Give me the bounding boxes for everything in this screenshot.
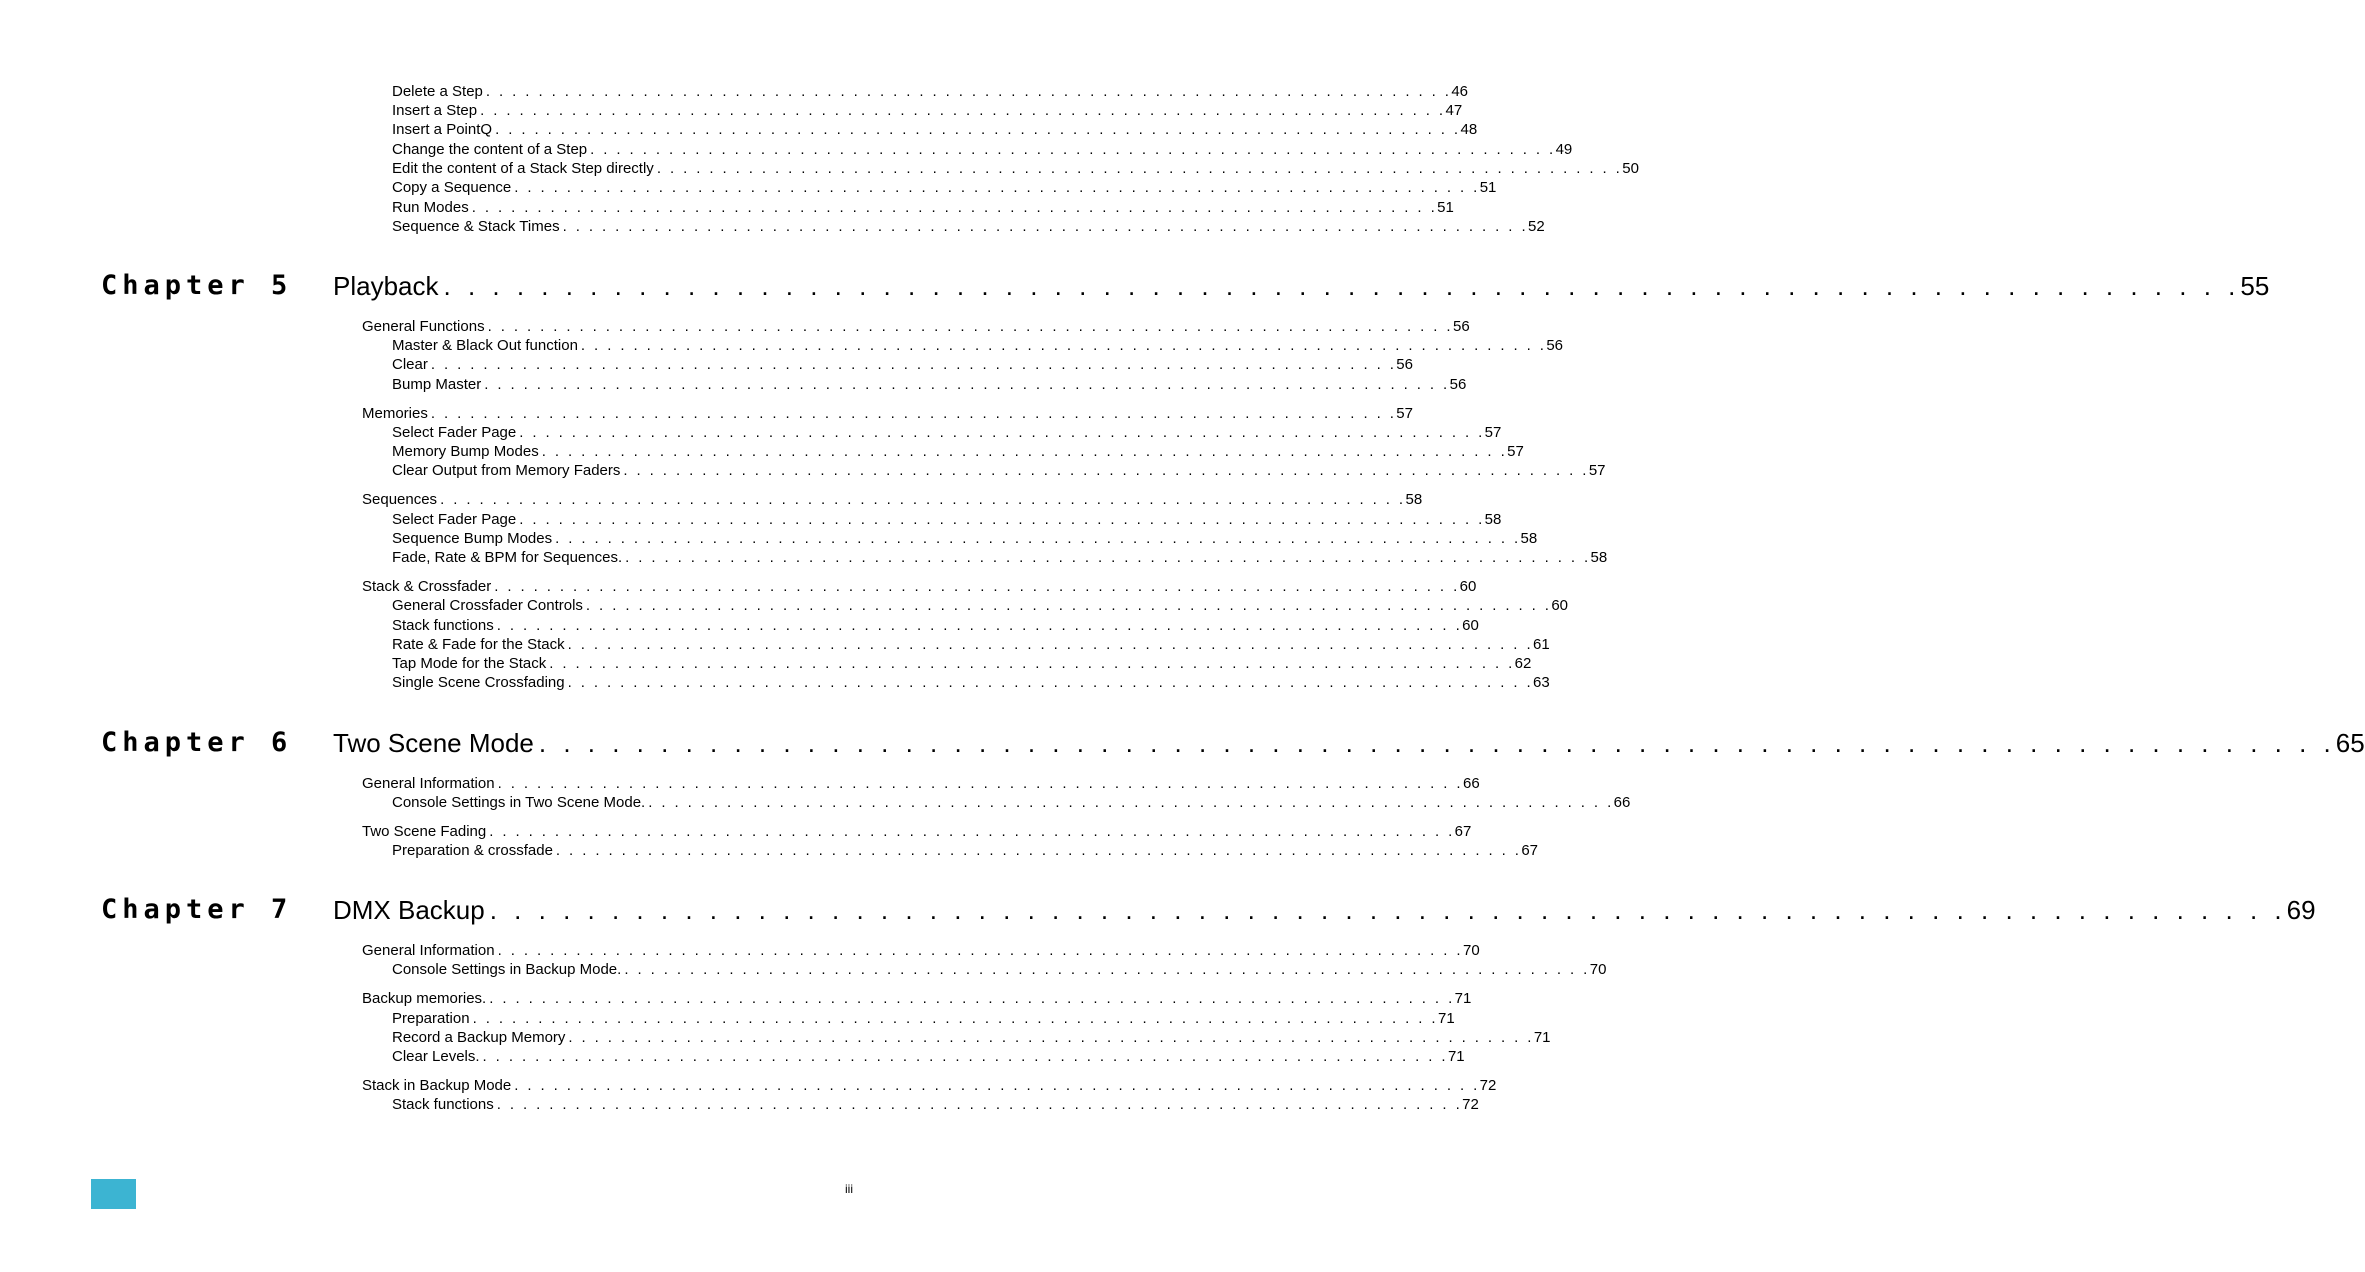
- entry-title: Clear: [392, 356, 428, 373]
- entry-page: 56: [1453, 318, 1470, 335]
- entry-page: 71: [1454, 990, 1472, 1007]
- chapter-title-link[interactable]: [333, 726, 2365, 760]
- entry-title: Master & Black Out function: [392, 337, 578, 354]
- toc-entry[interactable]: [392, 960, 1607, 979]
- entry-page: 57: [1484, 424, 1502, 441]
- toc-entry[interactable]: [362, 941, 1480, 960]
- dot-leader: . . . . . . . . . . . . . . . . . . . . . . . . . . . . . . . . . . . . . . . . . . . . . . . . . . . . . . . . . . . . . . . . . . . . . . . . . .: [494, 578, 1460, 595]
- chapter-title: Two Scene Mode: [333, 728, 534, 758]
- dot-leader: . . . . . . . . . . . . . . . . . . . . . . . . . . . . . . . . . . . . . . . . . . . . . . . . . . . . . . . . . . . . . . . . . . . . . . . . . .: [496, 617, 1463, 634]
- page-number: iii: [845, 1182, 853, 1196]
- entry-page: 60: [1462, 617, 1479, 634]
- dot-leader: . . . . . . . . . . . . . . . . . . . . . . . . . . . . . . . . . . . . . . . . . . . . . . . . . . . . . . . . . . . . . . . . . . . . . . . . . .: [440, 491, 1406, 508]
- entry-title: Sequence & Stack Times: [392, 218, 560, 235]
- entry-title: Fade, Rate & BPM for Sequences.: [392, 549, 623, 566]
- entry-page: 57: [1507, 443, 1524, 460]
- toc-entry[interactable]: [392, 529, 1538, 548]
- dot-leader: . . . . . . . . . . . . . . . . . . . . . . . . . . . . . . . . . . . . . . . . . . . . . . . . . . . . . . . . . . . . . . . . . . . . . . . . . .: [585, 597, 1552, 614]
- dot-leader: . . . . . . . . . . . . . . . . . . . . . . . . . . . . . . . . . . . . . . . . . . . . . . . . . . . . . . . . . . . . . . . . . . . . . . . . . .: [489, 895, 2287, 925]
- dot-leader: . . . . . . . . . . . . . . . . . . . . . . . . . . . . . . . . . . . . . . . . . . . . . . . . . . . . . . . . . . . . . . . . . . . . . . . . . .: [482, 1048, 1448, 1065]
- dot-leader: . . . . . . . . . . . . . . . . . . . . . . . . . . . . . . . . . . . . . . . . . . . . . . . . . . . . . . . . . . . . . . . . . . . . . . . . . .: [555, 842, 1522, 859]
- dot-leader: . . . . . . . . . . . . . . . . . . . . . . . . . . . . . . . . . . . . . . . . . . . . . . . . . . . . . . . . . . . . . . . . . . . . . . . . . .: [541, 443, 1508, 460]
- toc-entry[interactable]: [392, 442, 1524, 461]
- chapter-title-link[interactable]: [333, 893, 2316, 927]
- entry-title: Backup memories.: [362, 990, 487, 1007]
- dot-leader: . . . . . . . . . . . . . . . . . . . . . . . . . . . . . . . . . . . . . . . . . . . . . . . . . . . . . . . . . . . . . . . . . . . . . . . . . .: [590, 141, 1556, 158]
- entry-page: 70: [1463, 942, 1480, 959]
- toc-entry[interactable]: [392, 654, 1532, 673]
- entry-page: 47: [1445, 102, 1463, 119]
- entry-title: Stack in Backup Mode: [362, 1077, 512, 1094]
- toc-entry[interactable]: [392, 140, 1573, 159]
- entry-title: Clear Levels.: [392, 1048, 480, 1065]
- toc-entry[interactable]: [392, 82, 1469, 101]
- toc-entry[interactable]: [392, 616, 1479, 635]
- entry-title: Change the content of a Step: [392, 141, 588, 158]
- dot-leader: . . . . . . . . . . . . . . . . . . . . . . . . . . . . . . . . . . . . . . . . . . . . . . . . . . . . . . . . . . . . . . . . . . . . . . . . . .: [496, 1096, 1463, 1113]
- entry-page: 58: [1484, 511, 1502, 528]
- toc-entry[interactable]: [392, 217, 1545, 236]
- entry-title: Insert a PointQ: [392, 121, 493, 138]
- toc-entry[interactable]: [392, 548, 1608, 567]
- entry-title: Preparation: [392, 1010, 470, 1027]
- chapter-page: 55: [2240, 271, 2270, 301]
- entry-page: 51: [1437, 199, 1454, 216]
- entry-page: 49: [1555, 141, 1573, 158]
- dot-leader: . . . . . . . . . . . . . . . . . . . . . . . . . . . . . . . . . . . . . . . . . . . . . . . . . . . . . . . . . . . . . . . . . . . . . . . . . .: [514, 1077, 1480, 1094]
- chapter-page: 65: [2335, 728, 2365, 758]
- entry-title: Clear Output from Memory Faders: [392, 462, 621, 479]
- toc-entry[interactable]: [392, 423, 1502, 442]
- toc-entry[interactable]: [392, 355, 1413, 374]
- entry-page: 58: [1405, 491, 1423, 508]
- entry-title: General Functions: [362, 318, 485, 335]
- toc-entry[interactable]: [392, 159, 1639, 178]
- toc-entry[interactable]: [392, 1047, 1465, 1066]
- toc-entry[interactable]: [392, 461, 1606, 480]
- dot-leader: . . . . . . . . . . . . . . . . . . . . . . . . . . . . . . . . . . . . . . . . . . . . . . . . . . . . . . . . . . . . . . . . . . . . . . . . . .: [430, 356, 1397, 373]
- entry-title: General Information: [362, 775, 495, 792]
- toc-entry[interactable]: [392, 841, 1539, 860]
- dot-leader: . . . . . . . . . . . . . . . . . . . . . . . . . . . . . . . . . . . . . . . . . . . . . . . . . . . . . . . . . . . . . . . . . . . . . . . . . .: [648, 794, 1614, 811]
- entry-page: 72: [1479, 1077, 1497, 1094]
- entry-page: 58: [1590, 549, 1608, 566]
- entry-page: 67: [1521, 842, 1539, 859]
- dot-leader: . . . . . . . . . . . . . . . . . . . . . . . . . . . . . . . . . . . . . . . . . . . . . . . . . . . . . . . . . . . . . . . . . . . . . . . . . .: [519, 424, 1485, 441]
- toc-entry[interactable]: [392, 1009, 1455, 1028]
- entry-title: Memories: [362, 405, 428, 422]
- dot-leader: . . . . . . . . . . . . . . . . . . . . . . . . . . . . . . . . . . . . . . . . . . . . . . . . . . . . . . . . . . . . . . . . . . . . . . . . . .: [624, 961, 1590, 978]
- dot-leader: . . . . . . . . . . . . . . . . . . . . . . . . . . . . . . . . . . . . . . . . . . . . . . . . . . . . . . . . . . . . . . . . . . . . . . . . . .: [625, 549, 1591, 566]
- entry-title: Edit the content of a Stack Step directly: [392, 160, 654, 177]
- dot-leader: . . . . . . . . . . . . . . . . . . . . . . . . . . . . . . . . . . . . . . . . . . . . . . . . . . . . . . . . . . . . . . . . . . . . . . . . . .: [567, 674, 1534, 691]
- dot-leader: . . . . . . . . . . . . . . . . . . . . . . . . . . . . . . . . . . . . . . . . . . . . . . . . . . . . . . . . . . . . . . . . . . . . . . . . . .: [443, 271, 2241, 301]
- toc-entry[interactable]: [362, 317, 1470, 336]
- entry-page: 66: [1613, 794, 1631, 811]
- entry-page: 52: [1528, 218, 1545, 235]
- dot-leader: . . . . . . . . . . . . . . . . . . . . . . . . . . . . . . . . . . . . . . . . . . . . . . . . . . . . . . . . . . . . . . . . . . . . . . . . . .: [519, 511, 1485, 528]
- entry-page: 60: [1459, 578, 1477, 595]
- dot-leader: . . . . . . . . . . . . . . . . . . . . . . . . . . . . . . . . . . . . . . . . . . . . . . . . . . . . . . . . . . . . . . . . . . . . . . . . . .: [480, 102, 1446, 119]
- entry-title: Rate & Fade for the Stack: [392, 636, 565, 653]
- entry-page: 60: [1551, 597, 1569, 614]
- dot-leader: . . . . . . . . . . . . . . . . . . . . . . . . . . . . . . . . . . . . . . . . . . . . . . . . . . . . . . . . . . . . . . . . . . . . . . . . . .: [472, 1010, 1438, 1027]
- dot-leader: . . . . . . . . . . . . . . . . . . . . . . . . . . . . . . . . . . . . . . . . . . . . . . . . . . . . . . . . . . . . . . . . . . . . . . . . . .: [489, 990, 1455, 1007]
- chapter-label: Chapter 5: [101, 270, 293, 301]
- toc-entry[interactable]: [362, 822, 1472, 841]
- entry-title: Console Settings in Two Scene Mode.: [392, 794, 646, 811]
- toc-entry[interactable]: [362, 1076, 1497, 1095]
- toc-entry[interactable]: [392, 510, 1502, 529]
- entry-title: Copy a Sequence: [392, 179, 512, 196]
- entry-title: Console Settings in Backup Mode.: [392, 961, 622, 978]
- dot-leader: . . . . . . . . . . . . . . . . . . . . . . . . . . . . . . . . . . . . . . . . . . . . . . . . . . . . . . . . . . . . . . . . . . . . . . . . . .: [656, 160, 1623, 177]
- dot-leader: . . . . . . . . . . . . . . . . . . . . . . . . . . . . . . . . . . . . . . . . . . . . . . . . . . . . . . . . . . . . . . . . . . . . . . . . . .: [549, 655, 1515, 672]
- entry-title: Sequence Bump Modes: [392, 530, 553, 547]
- dot-leader: . . . . . . . . . . . . . . . . . . . . . . . . . . . . . . . . . . . . . . . . . . . . . . . . . . . . . . . . . . . . . . . . . . . . . . . . . .: [555, 530, 1521, 547]
- toc-entry[interactable]: [392, 120, 1478, 139]
- chapter-label: Chapter 7: [101, 894, 293, 925]
- entry-page: 56: [1449, 376, 1467, 393]
- toc-entry[interactable]: [392, 596, 1569, 615]
- chapter-title: Playback: [333, 271, 439, 301]
- entry-title: Memory Bump Modes: [392, 443, 539, 460]
- chapter-title: DMX Backup: [333, 895, 485, 925]
- entry-title: Run Modes: [392, 199, 469, 216]
- entry-title: Select Fader Page: [392, 511, 517, 528]
- dot-leader: . . . . . . . . . . . . . . . . . . . . . . . . . . . . . . . . . . . . . . . . . . . . . . . . . . . . . . . . . . . . . . . . . . . . . . . . . .: [497, 942, 1463, 959]
- dot-leader: . . . . . . . . . . . . . . . . . . . . . . . . . . . . . . . . . . . . . . . . . . . . . . . . . . . . . . . . . . . . . . . . . . . . . . . . . .: [495, 121, 1461, 138]
- toc-entry[interactable]: [362, 989, 1472, 1008]
- toc-entry[interactable]: [392, 635, 1550, 654]
- entry-title: Preparation & crossfade: [392, 842, 553, 859]
- dot-leader: . . . . . . . . . . . . . . . . . . . . . . . . . . . . . . . . . . . . . . . . . . . . . . . . . . . . . . . . . . . . . . . . . . . . . . . . . .: [497, 775, 1463, 792]
- entry-page: 71: [1447, 1048, 1465, 1065]
- entry-title: Insert a Step: [392, 102, 478, 119]
- entry-title: Single Scene Crossfading: [392, 674, 565, 691]
- toc-entry[interactable]: [392, 673, 1550, 692]
- chapter-title-link[interactable]: [333, 269, 2270, 303]
- entry-title: Bump Master: [392, 376, 482, 393]
- entry-title: Stack & Crossfader: [362, 578, 492, 595]
- toc-entry[interactable]: [392, 1095, 1479, 1114]
- dot-leader: . . . . . . . . . . . . . . . . . . . . . . . . . . . . . . . . . . . . . . . . . . . . . . . . . . . . . . . . . . . . . . . . . . . . . . . . . .: [485, 83, 1452, 100]
- dot-leader: . . . . . . . . . . . . . . . . . . . . . . . . . . . . . . . . . . . . . . . . . . . . . . . . . . . . . . . . . . . . . . . . . . . . . . . . . .: [580, 337, 1547, 354]
- entry-title: Two Scene Fading: [362, 823, 487, 840]
- entry-page: 67: [1454, 823, 1472, 840]
- dot-leader: . . . . . . . . . . . . . . . . . . . . . . . . . . . . . . . . . . . . . . . . . . . . . . . . . . . . . . . . . . . . . . . . . . . . . . . . . .: [487, 318, 1453, 335]
- entry-title: Stack functions: [392, 1096, 494, 1113]
- dot-leader: . . . . . . . . . . . . . . . . . . . . . . . . . . . . . . . . . . . . . . . . . . . . . . . . . . . . . . . . . . . . . . . . . . . . . . . . . .: [538, 728, 2336, 758]
- entry-page: 63: [1533, 674, 1550, 691]
- entry-title: Tap Mode for the Stack: [392, 655, 547, 672]
- toc-entry[interactable]: [392, 178, 1497, 197]
- entry-page: 70: [1589, 961, 1607, 978]
- dot-leader: . . . . . . . . . . . . . . . . . . . . . . . . . . . . . . . . . . . . . . . . . . . . . . . . . . . . . . . . . . . . . . . . . . . . . . . . . .: [568, 1029, 1534, 1046]
- dot-leader: . . . . . . . . . . . . . . . . . . . . . . . . . . . . . . . . . . . . . . . . . . . . . . . . . . . . . . . . . . . . . . . . . . . . . . . . . .: [430, 405, 1397, 422]
- toc-entry[interactable]: [392, 793, 1631, 812]
- dot-leader: . . . . . . . . . . . . . . . . . . . . . . . . . . . . . . . . . . . . . . . . . . . . . . . . . . . . . . . . . . . . . . . . . . . . . . . . . .: [623, 462, 1589, 479]
- entry-page: 61: [1533, 636, 1550, 653]
- dot-leader: . . . . . . . . . . . . . . . . . . . . . . . . . . . . . . . . . . . . . . . . . . . . . . . . . . . . . . . . . . . . . . . . . . . . . . . . . .: [567, 636, 1534, 653]
- dot-leader: . . . . . . . . . . . . . . . . . . . . . . . . . . . . . . . . . . . . . . . . . . . . . . . . . . . . . . . . . . . . . . . . . . . . . . . . . .: [489, 823, 1455, 840]
- entry-page: 66: [1463, 775, 1480, 792]
- entry-page: 57: [1396, 405, 1413, 422]
- toc-entry[interactable]: [362, 490, 1423, 509]
- dot-leader: . . . . . . . . . . . . . . . . . . . . . . . . . . . . . . . . . . . . . . . . . . . . . . . . . . . . . . . . . . . . . . . . . . . . . . . . . .: [471, 199, 1438, 216]
- entry-page: 58: [1520, 530, 1538, 547]
- entry-page: 50: [1622, 160, 1639, 177]
- entry-page: 62: [1514, 655, 1532, 672]
- entry-page: 48: [1460, 121, 1478, 138]
- toc-entry[interactable]: [392, 336, 1564, 355]
- chapter-page: 69: [2286, 895, 2316, 925]
- entry-page: 56: [1396, 356, 1413, 373]
- entry-title: Record a Backup Memory: [392, 1029, 566, 1046]
- entry-title: General Information: [362, 942, 495, 959]
- entry-page: 56: [1546, 337, 1564, 354]
- entry-page: 51: [1479, 179, 1497, 196]
- dot-leader: . . . . . . . . . . . . . . . . . . . . . . . . . . . . . . . . . . . . . . . . . . . . . . . . . . . . . . . . . . . . . . . . . . . . . . . . . .: [562, 218, 1529, 235]
- entry-page: 72: [1462, 1096, 1479, 1113]
- toc-entry[interactable]: [362, 404, 1413, 423]
- entry-page: 71: [1437, 1010, 1455, 1027]
- entry-page: 57: [1588, 462, 1606, 479]
- entry-title: General Crossfader Controls: [392, 597, 583, 614]
- toc-entry[interactable]: [392, 101, 1463, 120]
- toc-entry[interactable]: [362, 774, 1480, 793]
- dot-leader: . . . . . . . . . . . . . . . . . . . . . . . . . . . . . . . . . . . . . . . . . . . . . . . . . . . . . . . . . . . . . . . . . . . . . . . . . .: [484, 376, 1450, 393]
- dot-leader: . . . . . . . . . . . . . . . . . . . . . . . . . . . . . . . . . . . . . . . . . . . . . . . . . . . . . . . . . . . . . . . . . . . . . . . . . .: [514, 179, 1480, 196]
- toc-entry[interactable]: [392, 375, 1467, 394]
- toc-entry[interactable]: [392, 1028, 1551, 1047]
- entry-title: Select Fader Page: [392, 424, 517, 441]
- entry-title: Stack functions: [392, 617, 494, 634]
- chapter-label: Chapter 6: [101, 727, 293, 758]
- entry-page: 46: [1451, 83, 1469, 100]
- toc-entry[interactable]: [362, 577, 1477, 596]
- page-tab-marker: [91, 1179, 136, 1209]
- entry-page: 71: [1533, 1029, 1551, 1046]
- entry-title: Sequences: [362, 491, 438, 508]
- toc-entry[interactable]: [392, 198, 1454, 217]
- entry-title: Delete a Step: [392, 83, 483, 100]
